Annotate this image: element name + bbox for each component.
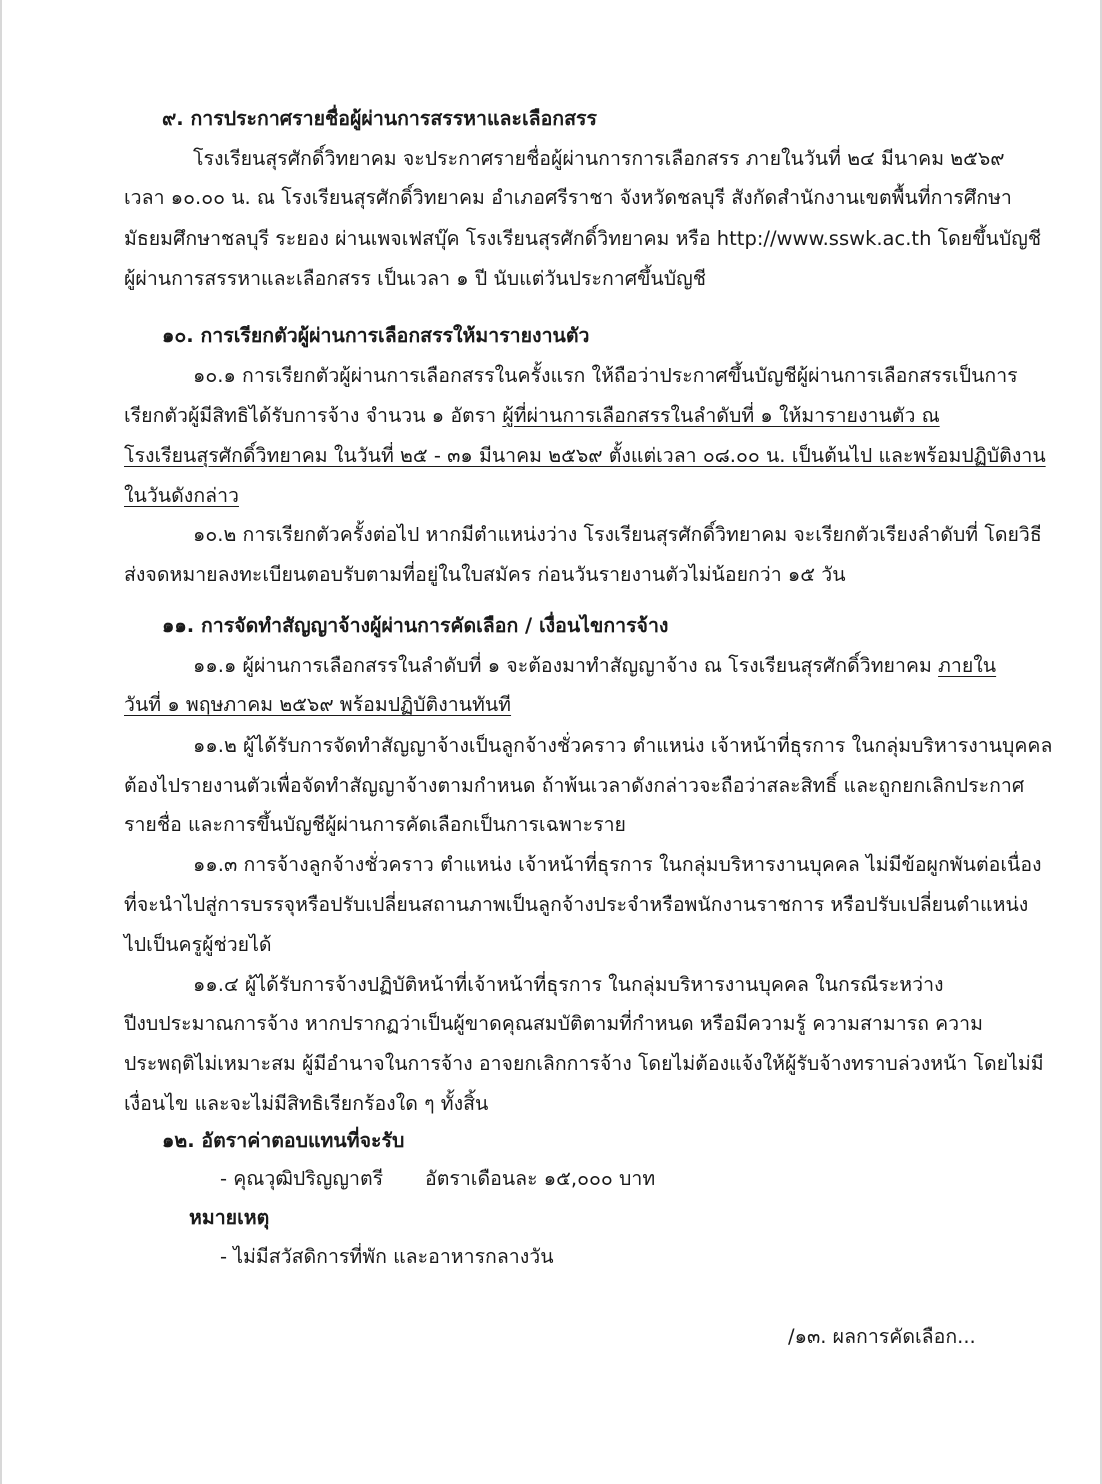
section-9-heading: ๙. การประกาศรายชื่อผู้ผ่านการสรรหาและเลือกสรร xyxy=(162,107,597,130)
qualification-label: - คุณวุฒิปริญญาตรี xyxy=(220,1167,384,1190)
section-9-line: เวลา ๑๐.๐๐ น. ณ โรงเรียนสุรศักดิ์วิทยาคม อำเภอศรีราชา จังหวัดชลบุรี สังกัดสำนักงานเขตพื้นที่การศึกษา xyxy=(124,186,1012,209)
section-10-1-line: ๑๐.๑ การเรียกตัวผู้ผ่านการเลือกสรรในครั้งแรก ให้ถือว่าประกาศขึ้นบัญชีผู้ผ่านการเลือกสรรเป็นการ xyxy=(193,364,1018,387)
section-11-2-line: ต้องไปรายงานตัวเพื่อจัดทำสัญญาจ้างตามกำหนด ถ้าพ้นเวลาดังกล่าวจะถือว่าสละสิทธิ์ และถูกยกเลิกประกาศ xyxy=(124,774,1025,797)
section-11-2-line: รายชื่อ และการขึ้นบัญชีผู้ผ่านการคัดเลือกเป็นการเฉพาะราย xyxy=(124,813,626,836)
salary-rate: อัตราเดือนละ ๑๕,๐๐๐ บาท xyxy=(425,1167,656,1190)
section-9-line: โรงเรียนสุรศักดิ์วิทยาคม จะประกาศรายชื่อผู้ผ่านการการเลือกสรร ภายในวันที่ ๒๔ มีนาคม ๒๕๖๙ xyxy=(193,147,1005,170)
section-10-heading: ๑๐. การเรียกตัวผู้ผ่านการเลือกสรรให้มารายงานตัว xyxy=(162,324,590,347)
note-text: - ไม่มีสวัสดิการที่พัก และอาหารกลางวัน xyxy=(220,1245,554,1268)
section-10-1-underlined-line: โรงเรียนสุรศักดิ์วิทยาคม ในวันที่ ๒๕ - ๓๑ มีนาคม ๒๕๖๙ ตั้งแต่เวลา ๐๘.๐๐ น. เป็นต้นไป และพร้อมปฏิบัติงาน xyxy=(124,444,1046,467)
section-11-1-underlined-line: วันที่ ๑ พฤษภาคม ๒๕๖๙ พร้อมปฏิบัติงานทันที xyxy=(124,693,512,716)
page-continuation: /๑๓. ผลการคัดเลือก... xyxy=(788,1325,976,1348)
section-11-1-line xyxy=(193,653,996,679)
section-12-heading: ๑๒. อัตราค่าตอบแทนที่จะรับ xyxy=(162,1129,405,1152)
section-10-1-line xyxy=(124,403,940,429)
section-10-1-plain: เรียกตัวผู้มีสิทธิได้รับการจ้าง จำนวน ๑ อัตรา xyxy=(124,404,503,427)
section-11-3-line: ไปเป็นครูผู้ช่วยได้ xyxy=(124,933,272,956)
section-11-2-line: ๑๑.๒ ผู้ได้รับการจัดทำสัญญาจ้างเป็นลูกจ้างชั่วคราว ตำแหน่ง เจ้าหน้าที่ธุรการ ในกลุ่มบริหารงานบุคคล xyxy=(193,734,1053,757)
section-10-1-underlined-line: ในวันดังกล่าว xyxy=(124,484,239,507)
section-11-1-plain: ๑๑.๑ ผู้ผ่านการเลือกสรรในลำดับที่ ๑ จะต้องมาทำสัญญาจ้าง ณ โรงเรียนสุรศักดิ์วิทยาคม xyxy=(193,654,939,677)
section-11-heading: ๑๑. การจัดทำสัญญาจ้างผู้ผ่านการคัดเลือก / เงื่อนไขการจ้าง xyxy=(162,614,669,637)
section-11-3-line: ที่จะนำไปสู่การบรรจุหรือปรับเปลี่ยนสถานภาพเป็นลูกจ้างประจำหรือพนักงานราชการ หรือปรับเปลี่ยนตำแหน่ง xyxy=(124,893,1029,916)
section-11-3-line: ๑๑.๓ การจ้างลูกจ้างชั่วคราว ตำแหน่ง เจ้าหน้าที่ธุรการ ในกลุ่มบริหารงานบุคคล ไม่มีข้อผูกพันต่อเนื่อง xyxy=(193,853,1042,876)
section-11-1-underlined: ภายใน xyxy=(938,654,997,677)
section-10-2-line: ๑๐.๒ การเรียกตัวครั้งต่อไป หากมีตำแหน่งว่าง โรงเรียนสุรศักดิ์วิทยาคม จะเรียกตัวเรียงลำดับที่ โดยวิธี xyxy=(193,523,1042,546)
section-11-4-line: ๑๑.๔ ผู้ได้รับการจ้างปฏิบัติหน้าที่เจ้าหน้าที่ธุรการ ในกลุ่มบริหารงานบุคคล ในกรณีระหว่าง xyxy=(193,973,944,996)
section-11-4-line: ประพฤติไม่เหมาะสม ผู้มีอำนาจในการจ้าง อาจยกเลิกการจ้าง โดยไม่ต้องแจ้งให้ผู้รับจ้างทราบล่วงหน้า โดยไม่มี xyxy=(124,1052,1044,1075)
section-10-1-underlined: ผู้ที่ผ่านการเลือกสรรในลำดับที่ ๑ ให้มารายงานตัว ณ xyxy=(502,404,940,427)
note-heading: หมายเหตุ xyxy=(189,1206,270,1229)
section-9-line: ผู้ผ่านการสรรหาและเลือกสรร เป็นเวลา ๑ ปี นับแต่วันประกาศขึ้นบัญชี xyxy=(124,267,706,290)
section-11-4-line: ปีงบประมาณการจ้าง หากปรากฏว่าเป็นผู้ขาดคุณสมบัติตามที่กำหนด หรือมีความรู้ ความสามารถ ความ xyxy=(124,1012,983,1035)
section-9-line: มัธยมศึกษาชลบุรี ระยอง ผ่านเพจเฟสบุ๊ค โรงเรียนสุรศักดิ์วิทยาคม หรือ http://www.sswk.ac.th โดยขึ้นบัญชี xyxy=(124,227,1042,250)
section-11-4-line: เงื่อนไข และจะไม่มีสิทธิเรียกร้องใด ๆ ทั้งสิ้น xyxy=(124,1092,489,1115)
section-10-2-line: ส่งจดหมายลงทะเบียนตอบรับตามที่อยู่ในใบสมัคร ก่อนวันรายงานตัวไม่น้อยกว่า ๑๕ วัน xyxy=(124,563,846,586)
